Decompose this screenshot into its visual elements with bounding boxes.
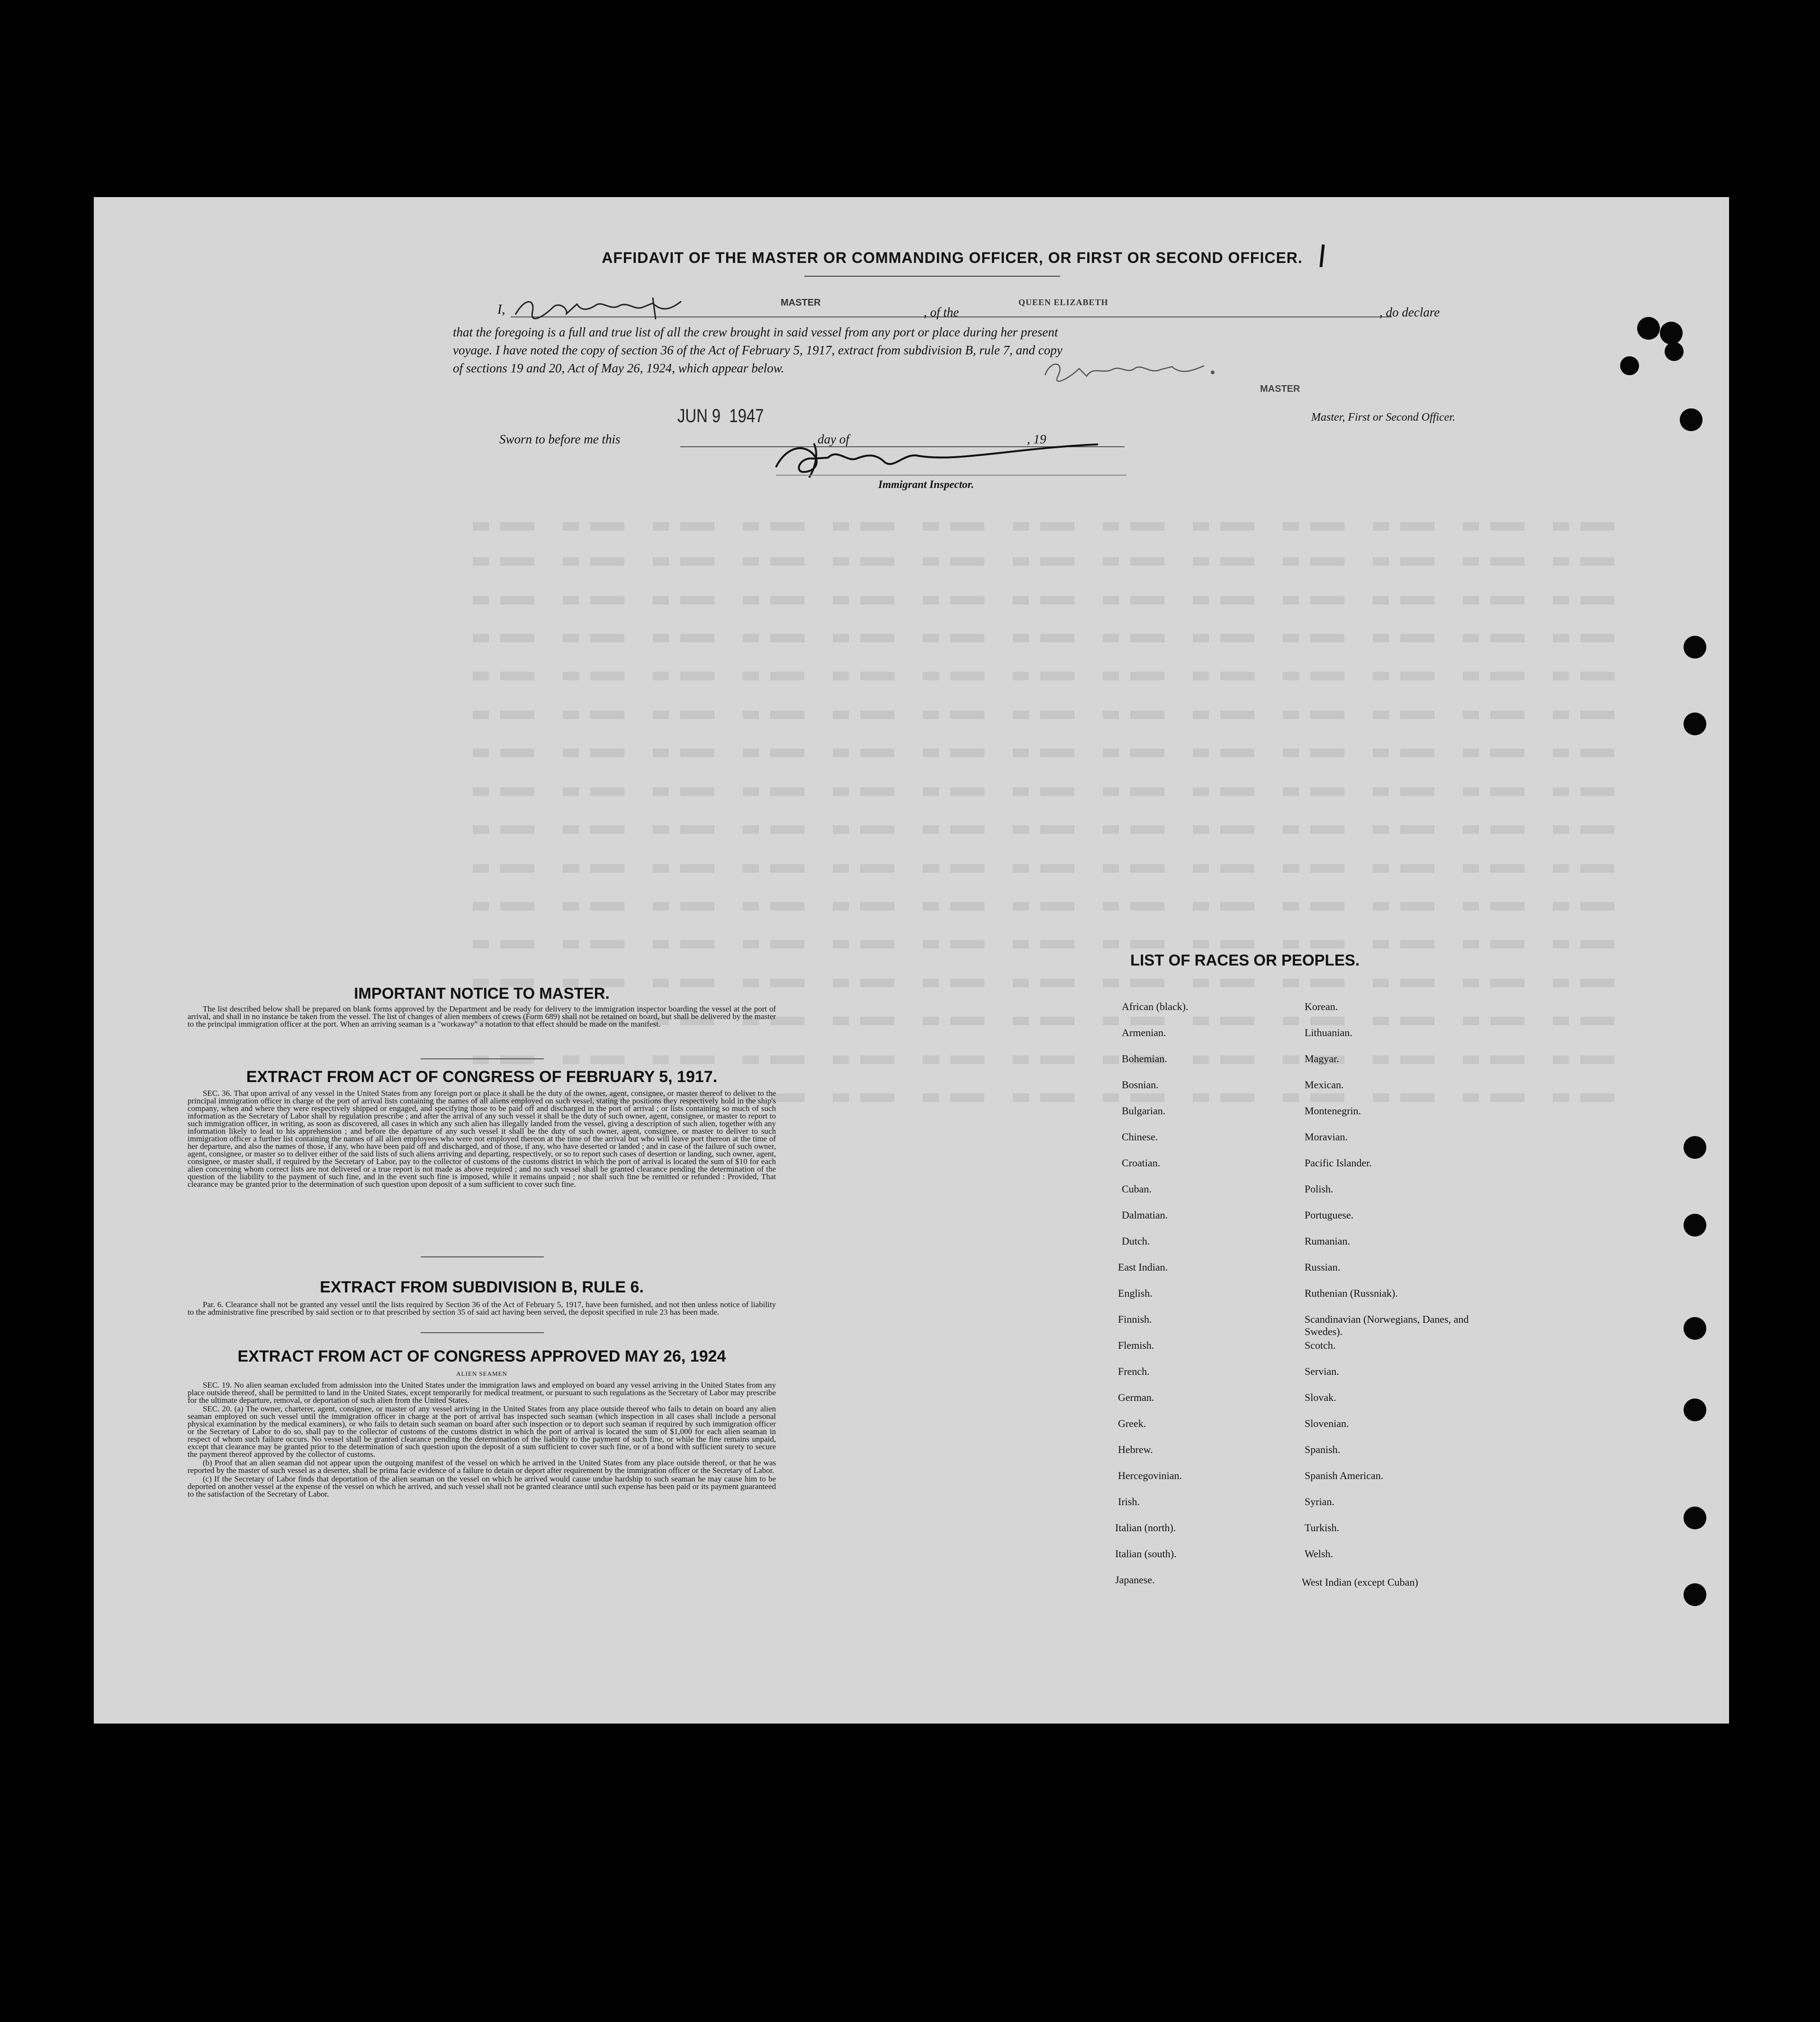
- extract-1917-body: [188, 1090, 776, 1189]
- document-page: [94, 197, 1729, 1724]
- affidavit-line-2: that the foregoing is a full and true list of all the crew brought in said vessel from any port or place during her present: [453, 325, 1058, 339]
- date-stamp: JUN 9 1947: [677, 406, 764, 426]
- race-right-item: Ruthenian (Russniak).: [1305, 1287, 1398, 1299]
- extract-1924-paragraph: SEC. 20. (a) The owner, charterer, agent, consignee, or master of any vessel arriving in the United States from any place outside thereof who fails to detain on board any alien seaman employed on such vessel until the immigration officer in charge at the port of arrival has inspected such seaman (which inspection in all cases shall include a personal physical examination by the medical examiners), or who fails to detain such seaman on board after such inspection or to deport such seaman if required by such immigration officer or the Secretary of Labor to do so, shall pay to the collector of customs of the customs district in which the port of arrival is located the sum of $1,000 for each alien seaman in respect of whom such failure occurs. No vessel shall be granted clearance pending the determination of the liability to the payment of such fine, or while the fine remains unpaid, except that clearance may be granted prior to the determination of such question upon the deposit of a sum sufficient to cover such fine, or of a bond with sufficient surety to secure the payment thereof approved by the collector of customs.: [188, 1404, 776, 1459]
- bleed-through-row: [473, 902, 1633, 911]
- race-left-item: Chinese.: [1122, 1131, 1158, 1143]
- notice-body: [188, 1005, 776, 1029]
- race-left-item: Italian (south).: [1115, 1548, 1177, 1560]
- punch-hole: [1684, 713, 1706, 735]
- punch-hole: [1684, 1507, 1706, 1529]
- race-right-item: West Indian (except Cuban): [1302, 1576, 1418, 1588]
- extract-rule6-body: [188, 1301, 776, 1317]
- punch-hole: [1684, 1399, 1706, 1421]
- notice-title: IMPORTANT NOTICE TO MASTER.: [354, 984, 610, 1002]
- race-right-item: Pacific Islander.: [1305, 1157, 1372, 1169]
- bleed-through-row: [473, 1056, 1633, 1064]
- race-left-item: Cuban.: [1122, 1183, 1152, 1195]
- sworn-text: Sworn to before me this: [499, 432, 621, 446]
- race-left-item: French.: [1118, 1365, 1150, 1377]
- race-right-item: Spanish.: [1305, 1444, 1341, 1455]
- race-right-item: Welsh.: [1305, 1548, 1333, 1560]
- punch-hole: [1684, 1583, 1706, 1606]
- races-title: LIST OF RACES OR PEOPLES.: [1130, 951, 1360, 969]
- extract-1924-paragraph: (b) Proof that an alien seaman did not appear upon the outgoing manifest of the vessel on which he arrived in the United States from any place outside thereof, or that he was reported by the master of such vessel as a deserter, shall be prima facie evidence of a failure to detain or deport after requirement by the immigration officer or the Secretary of Labor.: [188, 1458, 776, 1475]
- punch-hole: [1637, 317, 1660, 340]
- race-left-item: Italian (north).: [1115, 1522, 1176, 1534]
- title-rule: [804, 276, 1060, 277]
- affidavit-line-3: voyage. I have noted the copy of section 36 of the Act of February 5, 1917, extract from subdivision B, rule 7, and copy: [453, 343, 1063, 357]
- race-right-item: Turkish.: [1305, 1522, 1340, 1534]
- bleed-through-row: [473, 596, 1633, 605]
- race-right-item: Moravian.: [1305, 1131, 1348, 1143]
- race-left-item: Bosnian.: [1122, 1079, 1159, 1091]
- race-left-item: Greek.: [1118, 1417, 1146, 1429]
- do-declare-text: , do declare: [1379, 305, 1440, 319]
- bleed-through-row: [473, 749, 1633, 757]
- race-left-item: Croatian.: [1122, 1157, 1161, 1169]
- vessel-underline: [984, 316, 1392, 317]
- extract-rule6-paragraph: Par. 6. Clearance shall not be granted any vessel until the lists required by Section 36 of the Act of February 5, 1917, have been furnished, and not then unless notice of liability to the administrative fine prescribed by said section or to that prescribed by section 35 of said act having been served, the deposit specified in rule 23 has been made.: [188, 1300, 776, 1317]
- master-signature-1: [511, 293, 691, 326]
- race-right-item: Montenegrin.: [1305, 1105, 1361, 1117]
- bleed-through-row: [473, 634, 1633, 642]
- punch-hole: [1665, 342, 1684, 361]
- inspector-underline: [776, 475, 1126, 476]
- race-right-item: Scotch.: [1305, 1339, 1336, 1351]
- section-rule: [421, 1256, 544, 1257]
- inspector-caption: Immigrant Inspector.: [878, 478, 974, 490]
- year-text: , 19: [1027, 432, 1046, 446]
- race-left-item: Dalmatian.: [1122, 1209, 1168, 1221]
- race-right-item: Portuguese.: [1305, 1209, 1354, 1221]
- extract-1924-paragraph: SEC. 19. No alien seaman excluded from admission into the United States under the immigration laws and employed on board any vessel arriving in the United States from any place outside thereof, shall be permitted to land in the United States, except temporarily for medical treatment, or pursuant to such regulations as the Secretary of Labor may prescribe for the ultimate departure, removal, or deportation of such alien from the United States.: [188, 1381, 776, 1405]
- of-the-text: , of the: [924, 305, 959, 319]
- bleed-through-row: [473, 711, 1633, 719]
- extract-1917-title: EXTRACT FROM ACT OF CONGRESS OF FEBRUARY 5, 1917.: [246, 1068, 718, 1086]
- race-left-item: Hebrew.: [1118, 1444, 1153, 1455]
- race-right-item: Spanish American.: [1305, 1470, 1384, 1481]
- punch-hole: [1684, 636, 1706, 659]
- extract-1924-title: EXTRACT FROM ACT OF CONGRESS APPROVED MAY 26, 1924: [237, 1347, 726, 1365]
- bleed-through-row: [473, 672, 1633, 680]
- bleed-through-row: [473, 864, 1633, 873]
- race-left-item: Hercegovinian.: [1118, 1470, 1182, 1481]
- extract-1924-subtitle: ALIEN SEAMEN: [456, 1370, 507, 1377]
- signature-rank-stamp: MASTER: [1260, 384, 1300, 394]
- day-of-text: day of: [818, 432, 849, 446]
- rank-stamp: MASTER: [781, 298, 821, 308]
- affidavit-i-label: I,: [497, 302, 505, 317]
- race-right-item: Servian.: [1305, 1365, 1339, 1377]
- master-signature-2: [1041, 356, 1240, 387]
- bleed-through-row: [473, 825, 1633, 834]
- race-right-item: Magyar.: [1305, 1053, 1339, 1065]
- bleed-through-row: [473, 787, 1633, 796]
- vessel-stamp: QUEEN ELIZABETH: [1018, 298, 1108, 307]
- race-left-item: Finnish.: [1118, 1313, 1152, 1325]
- race-left-item: English.: [1118, 1287, 1153, 1299]
- extract-rule6-title: EXTRACT FROM SUBDIVISION B, RULE 6.: [320, 1278, 644, 1296]
- punch-hole: [1684, 1136, 1706, 1159]
- affidavit-title: AFFIDAVIT OF THE MASTER OR COMMANDING OFFICER, OR FIRST OR SECOND OFFICER.: [602, 249, 1303, 266]
- race-right-item: Korean.: [1305, 1001, 1338, 1012]
- punch-hole: [1684, 1214, 1706, 1237]
- extract-1924-paragraph: (c) If the Secretary of Labor finds that deportation of the alien seaman on the vessel on which he arrived would cause undue hardship to such seaman he may cause him to be deported on another vessel at the expense of the vessel on which he arrived, and such vessel shall not be granted clearance until such expense has been paid or its payment guaranteed to the satisfaction of the Secretary of Labor.: [188, 1474, 776, 1498]
- race-left-item: Japanese.: [1115, 1574, 1155, 1586]
- bleed-through-row: [473, 522, 1633, 531]
- race-left-item: German.: [1118, 1391, 1154, 1403]
- extract-1917-paragraph: SEC. 36. That upon arrival of any vessel in the United States from any foreign port or place it shall be the duty of the owner, agent, consignee, or master thereof to deliver to the principal immigration officer in charge of the port of arrival lists containing the names of all aliens employed on such vessel, stating the positions they respectively hold in the ship's company, when and where they were respectively shipped or engaged, and specifying those to be paid off and discharged in the port of arrival ; or lists containing so much of such information as the Secretary of Labor shall by regulation prescribe ; and after the arrival of any such vessel it shall be the duty of such owner, agent, consignee, or master to report to such immigration officer, in writing, as soon as discovered, all cases in which any such alien has illegally landed from the vessel, giving a description of such alien, together with any information likely to lead to his apprehension ; and before the departure of any such vessel it shall be the duty of such owner, agent, consignee, or master to deliver to such immigration officer a further list containing the names of all alien employees who were not employed thereon at the time of the arrival but who will leave port thereon at the time of her departure, and also the names of those, if any, who have been paid off and discharged, and of those, if any, who have deserted or landed ; and in case of the failure of such owner, agent, consignee, or master so to deliver either of the said lists of such aliens arriving and departing, respectively, or so to report such cases of desertion or landing, such owner, agent, consignee, or master shall, if required by the Secretary of Labor, pay to the collector of customs of the customs district in which the port of arrival is located the sum of $10 for each alien concerning whom correct lists are not delivered or a true report is not made as above required ; and no such vessel shall be granted clearance pending the determination of the question of the liability to the payment of such fine, and in the event such fine is imposed, while it remains unpaid ; nor shall such fine be remitted or refunded : Provided, That clearance may be granted prior to the determination of such question upon deposit of a sum sufficient to cover such fine.: [188, 1089, 776, 1189]
- race-left-item: Bulgarian.: [1122, 1105, 1166, 1117]
- race-left-item: Dutch.: [1122, 1235, 1150, 1247]
- section-rule: [421, 1332, 544, 1333]
- bleed-through-row: [473, 557, 1633, 566]
- race-right-item: Syrian.: [1305, 1496, 1334, 1507]
- punch-hole: [1684, 1317, 1706, 1340]
- notice-paragraph: The list described below shall be prepared on blank forms approved by the Department and be ready for delivery to the immigration inspector boarding the vessel at the port of arrival, and shall in no instance be taken from the vessel. The list of changes of alien members of crews (Form 689) shall not be retained on board, but shall be delivered by the master to the principal immigration officer at the port. When an arriving seaman is a "workaway" a notation to that effect should be made on the manifest.: [188, 1004, 776, 1029]
- punch-hole: [1660, 322, 1683, 344]
- section-rule: [421, 1058, 544, 1059]
- race-left-item: African (black).: [1122, 1001, 1189, 1012]
- race-right-item: Slovak.: [1305, 1391, 1336, 1403]
- race-right-item: Russian.: [1305, 1261, 1341, 1273]
- race-left-item: Flemish.: [1118, 1339, 1154, 1351]
- extract-1924-body: [188, 1381, 776, 1499]
- punch-hole: [1620, 356, 1639, 375]
- race-left-item: Irish.: [1118, 1496, 1140, 1507]
- bleed-through-row: [473, 940, 1633, 948]
- affidavit-line-4: of sections 19 and 20, Act of May 26, 1924, which appear below.: [453, 361, 784, 375]
- punch-hole: [1680, 408, 1703, 431]
- inspector-signature: [766, 434, 1126, 481]
- race-right-item: Rumanian.: [1305, 1235, 1350, 1247]
- race-right-item: Lithuanian.: [1305, 1027, 1352, 1038]
- race-right-item: Mexican.: [1305, 1079, 1344, 1091]
- race-left-item: East Indian.: [1118, 1261, 1168, 1273]
- race-right-item: Slovenian.: [1305, 1417, 1349, 1429]
- race-left-item: Armenian.: [1122, 1027, 1166, 1038]
- race-right-item: Polish.: [1305, 1183, 1333, 1195]
- race-right-item: Scandinavian (Norwegians, Danes, and Swedes).: [1305, 1313, 1469, 1337]
- signature-caption: Master, First or Second Officer.: [1311, 411, 1455, 424]
- race-left-item: Bohemian.: [1122, 1053, 1167, 1065]
